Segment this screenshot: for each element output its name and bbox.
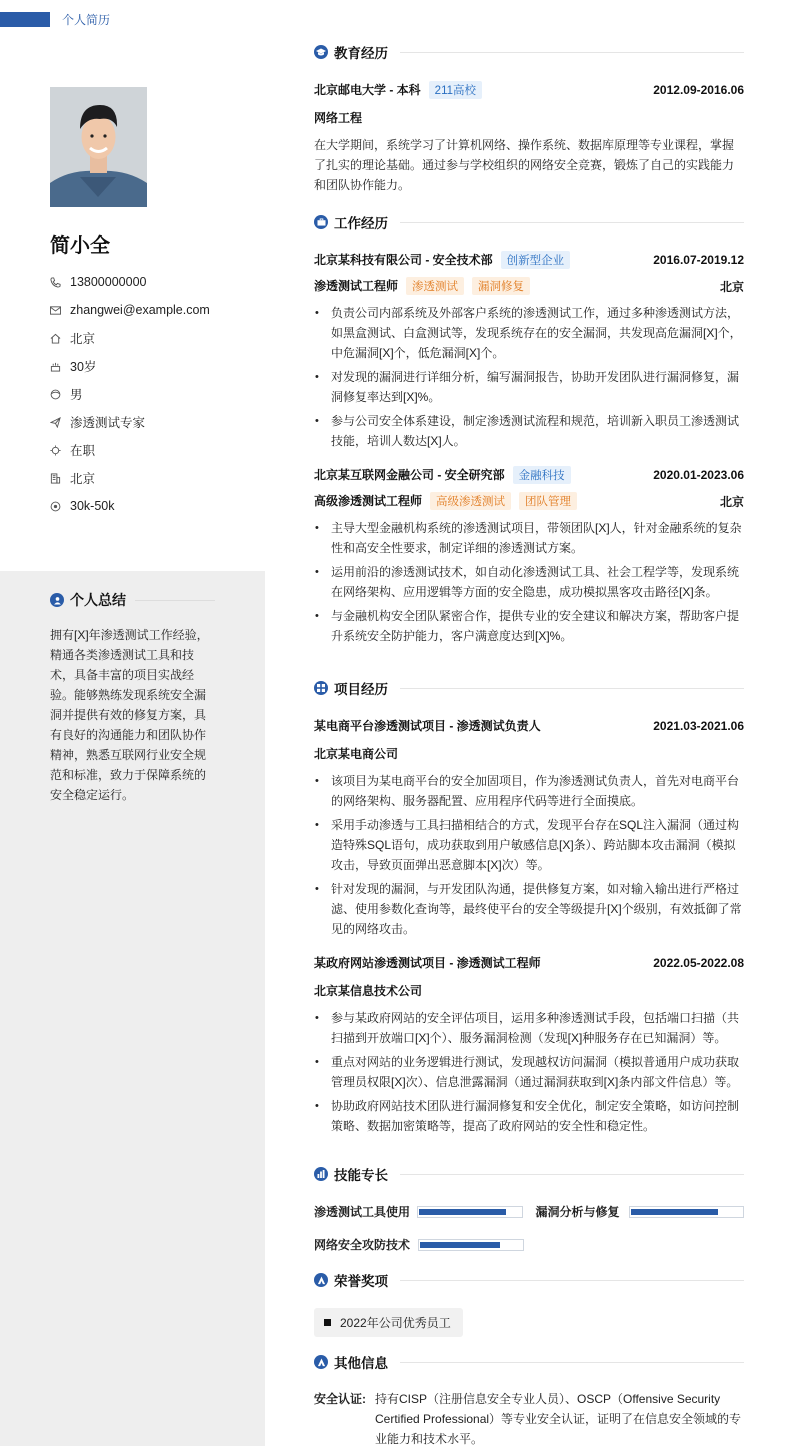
project-2-org: 北京某信息技术公司 — [314, 984, 423, 998]
project-1-bullets — [314, 771, 744, 939]
project-1-period: 2021.03-2021.06 — [653, 718, 744, 733]
skill-name: 网络安全攻防技术 — [314, 1238, 411, 1252]
list-item: • 该项目为某电商平台的安全加固项目，作为渗透测试负责人，首先对电商平台的网络架构、服务器配置、应用程序代码等进行全面摸底。 — [314, 771, 744, 811]
location-text: 北京 — [70, 332, 96, 346]
job-2-role-row — [314, 492, 744, 510]
work-title: 工作经历 — [334, 216, 388, 231]
list-item: • 协助政府网站技术团队进行漏洞修复和安全优化，制定安全策略，如访问控制策略、数据加密策略等，提高了政府网站的安全性和稳定性。 — [314, 1096, 744, 1136]
list-item: • 对发现的漏洞进行详细分析，编写漏洞报告，协助开发团队进行漏洞修复，漏洞修复率达到[X]%。 — [314, 367, 744, 407]
list-item: • 与金融机构安全团队紧密合作，提供专业的安全建议和解决方案，帮助客户提升系统安全防护能力，客户满意度达到[X]%。 — [314, 606, 744, 646]
education-major-row — [314, 109, 744, 126]
awards-list — [314, 1308, 744, 1337]
list-item: • 针对发现的漏洞，与开发团队沟通，提供修复方案，如对输入输出进行严格过滤、使用参数化查询等，最终使平台的安全等级提升[X]个级别，有效抵御了常见的网络攻击。 — [314, 879, 744, 939]
briefcase-icon — [314, 215, 328, 229]
job-2-tag: 金融科技 — [513, 466, 571, 484]
project-2-name: 某政府网站渗透测试项目 - 渗透测试工程师 — [314, 956, 541, 970]
list-item: • 重点对网站的业务逻辑进行测试，发现越权访问漏洞（模拟普通用户成功获取管理员权限[X]次）、信息泄露漏洞（通过漏洞获取到[X]条内部文件信息）等。 — [314, 1052, 744, 1092]
status-icon — [50, 445, 61, 456]
job-1-skill-tag: 渗透测试 — [406, 277, 464, 295]
project-1-org: 北京某电商公司 — [314, 747, 399, 761]
skill-bar — [417, 1206, 522, 1218]
info-city — [50, 464, 210, 492]
education-heading — [314, 42, 744, 62]
section-education — [314, 42, 744, 195]
section-awards — [314, 1270, 744, 1337]
section-projects — [314, 678, 744, 1140]
project-1-name: 某电商平台渗透测试项目 - 渗透测试负责人 — [314, 719, 541, 733]
list-item: • 负责公司内部系统及外部客户系统的渗透测试工作，通过多种渗透测试方法，如黑盒测试、白盒测试等，发现系统存在的安全漏洞，共发现高危漏洞[X]个，中危漏洞[X]个，低危漏洞[X]个。 — [314, 303, 744, 363]
projects-title: 项目经历 — [334, 682, 388, 697]
gender-text: 男 — [70, 388, 83, 402]
project-2-org-row — [314, 982, 744, 999]
header-accent-bar — [0, 12, 50, 27]
salary-text: 30k-50k — [70, 499, 115, 513]
job-2-company-wrap — [314, 466, 571, 484]
user-icon — [50, 593, 64, 607]
info-age — [50, 352, 210, 380]
job-2-skill-tag: 团队管理 — [519, 492, 577, 510]
avatar — [50, 87, 147, 207]
info-location — [50, 324, 210, 352]
graduation-cap-icon — [314, 45, 328, 59]
other-title: 其他信息 — [334, 1356, 388, 1371]
job-1-city: 北京 — [719, 279, 744, 294]
skill-bar-fill — [419, 1209, 506, 1215]
education-row — [314, 81, 744, 99]
project-1-row — [314, 717, 744, 734]
job-2-bullets — [314, 518, 744, 646]
education-title: 教育经历 — [334, 46, 388, 61]
skills-divider — [400, 1174, 744, 1175]
list-item: • 参与公司安全体系建设，制定渗透测试流程和规范，培训新入职员工渗透测试技能，培训人数达[X]人。 — [314, 411, 744, 451]
education-desc: 在大学期间，系统学习了计算机网络、操作系统、数据库原理等专业课程，掌握了扎实的理论基础。通过参与学校组织的网络安全竞赛，锻炼了自己的实践能力和团队协作能力。 — [314, 138, 735, 192]
job-2-role: 高级渗透测试工程师 — [314, 494, 423, 508]
awards-divider — [400, 1280, 744, 1281]
summary-divider — [135, 600, 215, 601]
gender-icon — [50, 389, 61, 400]
education-period: 2012.09-2016.06 — [653, 83, 744, 97]
email-text: zhangwei@example.com — [70, 303, 210, 317]
profile-info — [50, 268, 210, 520]
section-other — [314, 1352, 744, 1449]
mail-icon — [50, 305, 61, 316]
section-work — [314, 212, 744, 650]
skills-heading — [314, 1164, 744, 1184]
other-row — [314, 1389, 744, 1449]
phone-text: 13800000000 — [70, 275, 147, 289]
education-tag: 211高校 — [429, 81, 482, 99]
job-1-role: 渗透测试工程师 — [314, 279, 399, 293]
info-position — [50, 408, 210, 436]
job-1-tag: 创新型企业 — [501, 251, 571, 269]
education-major: 网络工程 — [314, 111, 363, 125]
job-1-period: 2016.07-2019.12 — [653, 253, 744, 267]
info-salary — [50, 492, 210, 520]
skill-bar-fill — [420, 1242, 500, 1248]
job-2-city: 北京 — [719, 494, 744, 509]
send-icon — [50, 417, 61, 428]
list-item: • 参与某政府网站的安全评估项目，运用多种渗透测试手段，包括端口扫描（共扫描到开放端口[X]个）、服务漏洞检测（发现[X]种服务存在已知漏洞）等。 — [314, 1008, 744, 1048]
other-heading — [314, 1352, 744, 1372]
projects-heading — [314, 678, 744, 698]
project-2-bullets — [314, 1008, 744, 1136]
section-skills — [314, 1164, 744, 1253]
cake-icon — [50, 361, 61, 372]
summary-title-text: 个人总结 — [70, 592, 126, 608]
skills-row-2 — [314, 1236, 744, 1253]
skill-bar — [418, 1239, 524, 1251]
age-text: 30岁 — [70, 360, 97, 374]
profile-name: 简小全 — [50, 235, 110, 257]
skills-row-1 — [314, 1203, 744, 1220]
building-icon — [50, 473, 61, 484]
job-2-row — [314, 466, 744, 484]
job-1-company-wrap — [314, 251, 570, 269]
salary-icon — [50, 501, 61, 512]
list-item: • 运用前沿的渗透测试技术，如自动化渗透测试工具、社会工程学等，发现系统在网络架构、应用逻辑等方面的安全隐患，成功模拟黑客攻击路径[X]条。 — [314, 562, 744, 602]
info-gender — [50, 380, 210, 408]
job-1-role-wrap — [314, 277, 530, 295]
job-1-role-row — [314, 277, 744, 295]
list-item: • 采用手动渗透与工具扫描相结合的方式，发现平台存在SQL注入漏洞（通过构造特殊SQL语句，成功获取到用户敏感信息[X]条）、跨站脚本攻击漏洞（模拟攻击，导致页面弹出恶意脚本[X]次）等。 — [314, 815, 744, 875]
skills-title: 技能专长 — [334, 1168, 388, 1183]
other-divider — [400, 1362, 744, 1363]
job-1-bullets — [314, 303, 744, 451]
other-text: 持有CISP（注册信息安全专业人员）、OSCP（Offensive Security Certified Professional）等专业安全认证，证明了在信息安全领域的专业能力和技术水平。 — [375, 1392, 742, 1446]
awards-heading — [314, 1270, 744, 1290]
job-1-company: 北京某科技有限公司 - 安全技术部 — [314, 253, 493, 267]
skill-name: 渗透测试工具使用 — [314, 1205, 411, 1219]
skill-name: 漏洞分析与修复 — [535, 1205, 620, 1219]
status-text: 在职 — [70, 444, 96, 458]
info-phone — [50, 268, 210, 296]
education-divider — [400, 52, 744, 53]
work-heading — [314, 212, 744, 232]
info-email — [50, 296, 210, 324]
medal-icon — [314, 1273, 328, 1287]
project-1-org-row — [314, 745, 744, 762]
education-school: 北京邮电大学 - 本科 — [314, 83, 421, 97]
project-2-period: 2022.05-2022.08 — [653, 955, 744, 970]
job-2-role-wrap — [314, 492, 577, 510]
skill-bar — [629, 1206, 744, 1218]
summary-title — [50, 590, 126, 610]
list-item: • 主导大型金融机构系统的渗透测试项目，带领团队[X]人，针对金融系统的复杂性和高安全性要求，制定详细的渗透测试方案。 — [314, 518, 744, 558]
skill-bar-fill — [631, 1209, 718, 1215]
position-text: 渗透测试专家 — [70, 416, 146, 430]
project-2-row — [314, 954, 744, 971]
other-label: 安全认证: — [314, 1392, 366, 1406]
education-school-wrap — [314, 81, 482, 99]
awards-title: 荣誉奖项 — [334, 1274, 388, 1289]
square-bullet-icon — [324, 1319, 331, 1326]
grid-icon — [314, 681, 328, 695]
job-2-period: 2020.01-2023.06 — [653, 468, 744, 482]
award-item — [314, 1308, 463, 1337]
city-text: 北京 — [70, 472, 96, 486]
header-label: 个人简历 — [62, 13, 111, 27]
home-icon — [50, 333, 61, 344]
info-status — [50, 436, 210, 464]
phone-icon — [50, 277, 61, 288]
job-2-skill-tag: 高级渗透测试 — [430, 492, 511, 510]
info-icon — [314, 1355, 328, 1369]
job-1-skill-tag: 漏洞修复 — [472, 277, 530, 295]
award-text: 2022年公司优秀员工 — [340, 1316, 451, 1330]
job-2-company: 北京某互联网金融公司 - 安全研究部 — [314, 468, 505, 482]
summary-text: 拥有[X]年渗透测试工作经验，精通各类渗透测试工具和技术，具备丰富的项目实战经验。能够熟练发现系统安全漏洞并提供有效的修复方案，具有良好的沟通能力和团队协作精神，熟悉互联网行业安全规范和标准，致力于保障系统的安全稳定运行。 — [50, 628, 209, 802]
bar-chart-icon — [314, 1167, 328, 1181]
projects-divider — [400, 688, 744, 689]
job-1-row — [314, 251, 744, 269]
work-divider — [400, 222, 744, 223]
